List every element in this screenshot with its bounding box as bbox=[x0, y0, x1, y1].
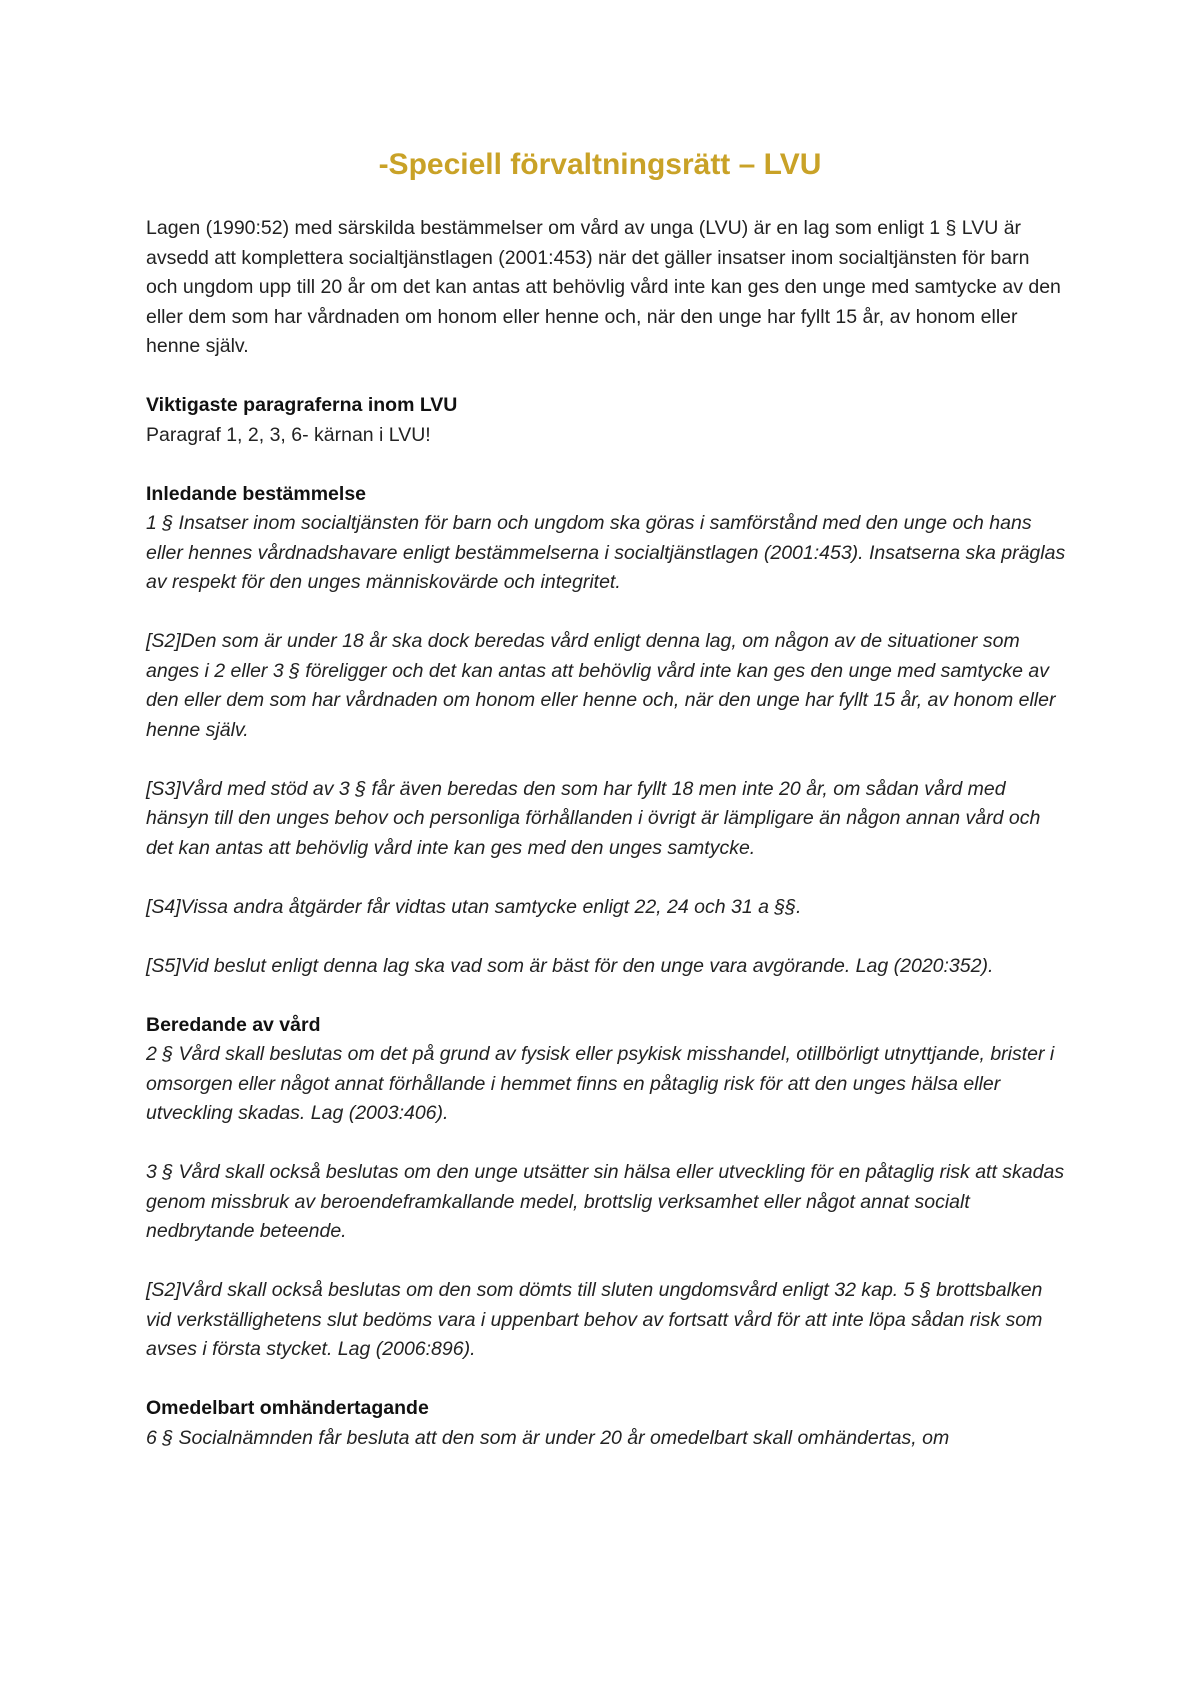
intro-paragraph: Lagen (1990:52) med särskilda bestämmelser om vård av unga (LVU) är en lag som enligt 1 § LVU är avsedd att komplettera socialtjänstlagen (2001:453) när det gäller insatser inom socialtjänsten för barn och ungdom upp till 20 år om det kan antas att behövlig vård inte kan ges den unge med samtycke av den eller dem som har vårdnaden om honom eller henne och, när den unge har fyllt 15 år, av honom eller henne själv. bbox=[146, 217, 1061, 357]
section-heading: Beredande av vård bbox=[146, 1013, 321, 1036]
law-paragraph: [S2]Vård skall också beslutas om den som dömts till sluten ungdomsvård enligt 32 kap. 5 § brottsbalken vid verkställighetens slut bedöms vara i uppenbart behov av fortsatt vård för att inte löpa sådan risk som avses i första stycket. Lag (2006:896). bbox=[146, 1279, 1043, 1360]
law-paragraph: [S3]Vård med stöd av 3 § får även beredas den som har fyllt 18 men inte 20 år, om sådan vård med hänsyn till den unges behov och personliga förhållanden i övrigt är lämpligare än någon annan vård och det kan antas att behövlig vård inte kan ges med den unges samtycke. bbox=[146, 777, 1041, 859]
law-paragraph: 2 § Vård skall beslutas om det på grund av fysisk eller psykisk misshandel, otillbörligt utnyttjande, brister i omsorgen eller något annat förhållande i hemmet finns en påtaglig risk för att den unges hälsa eller utveckling skadas. Lag (2003:406). bbox=[146, 1043, 1055, 1124]
section-paragraph: Paragraf 1, 2, 3, 6- kärnan i LVU! bbox=[146, 423, 431, 446]
spacer bbox=[146, 450, 1066, 480]
spacer bbox=[146, 981, 1066, 1011]
spacer bbox=[146, 1365, 1066, 1395]
spacer bbox=[146, 1129, 1066, 1159]
law-paragraph: [S5]Vid beslut enligt denna lag ska vad som är bäst för den unge vara avgörande. Lag (2020:352). bbox=[146, 954, 994, 977]
law-paragraph: [S4]Vissa andra åtgärder får vidtas utan samtycke enligt 22, 24 och 31 a §§. bbox=[146, 895, 802, 918]
document-title: -Speciell förvaltningsrätt – LVU bbox=[378, 148, 822, 181]
spacer bbox=[146, 1247, 1066, 1277]
section-heading: Viktigaste paragraferna inom LVU bbox=[146, 394, 458, 416]
spacer bbox=[146, 745, 1066, 775]
spacer bbox=[146, 598, 1066, 628]
law-paragraph: 6 § Socialnämnden får besluta att den som är under 20 år omedelbart skall omhändertas, om bbox=[146, 1426, 950, 1449]
spacer bbox=[146, 863, 1066, 893]
spacer bbox=[146, 362, 1066, 392]
spacer bbox=[146, 922, 1066, 952]
section-heading: Omedelbart omhändertagande bbox=[146, 1397, 429, 1419]
law-paragraph: [S2]Den som är under 18 år ska dock beredas vård enligt denna lag, om någon av de situationer som anges i 2 eller 3 § föreligger och det kan antas att behövlig vård inte kan ges den unge med samtycke av den eller dem som har vårdnaden om honom eller henne och, när den unge har fyllt 15 år, av honom eller henne själv. bbox=[146, 630, 1056, 741]
document-body bbox=[146, 214, 1066, 1453]
law-paragraph: 1 § Insatser inom socialtjänsten för barn och ungdom ska göras i samförstånd med den unge och hans eller hennes vårdnadshavare enligt bestämmelserna i socialtjänstlagen (2001:453). Insatserna ska präglas av respekt för den unges människovärde och integritet. bbox=[146, 512, 1066, 593]
law-paragraph: 3 § Vård skall också beslutas om den unge utsätter sin hälsa eller utveckling för en påtaglig risk att skadas genom missbruk av beroendeframkallande medel, brottslig verksamhet eller något annat socialt nedbrytande beteende. bbox=[146, 1161, 1065, 1242]
section-heading: Inledande bestämmelse bbox=[146, 482, 367, 505]
